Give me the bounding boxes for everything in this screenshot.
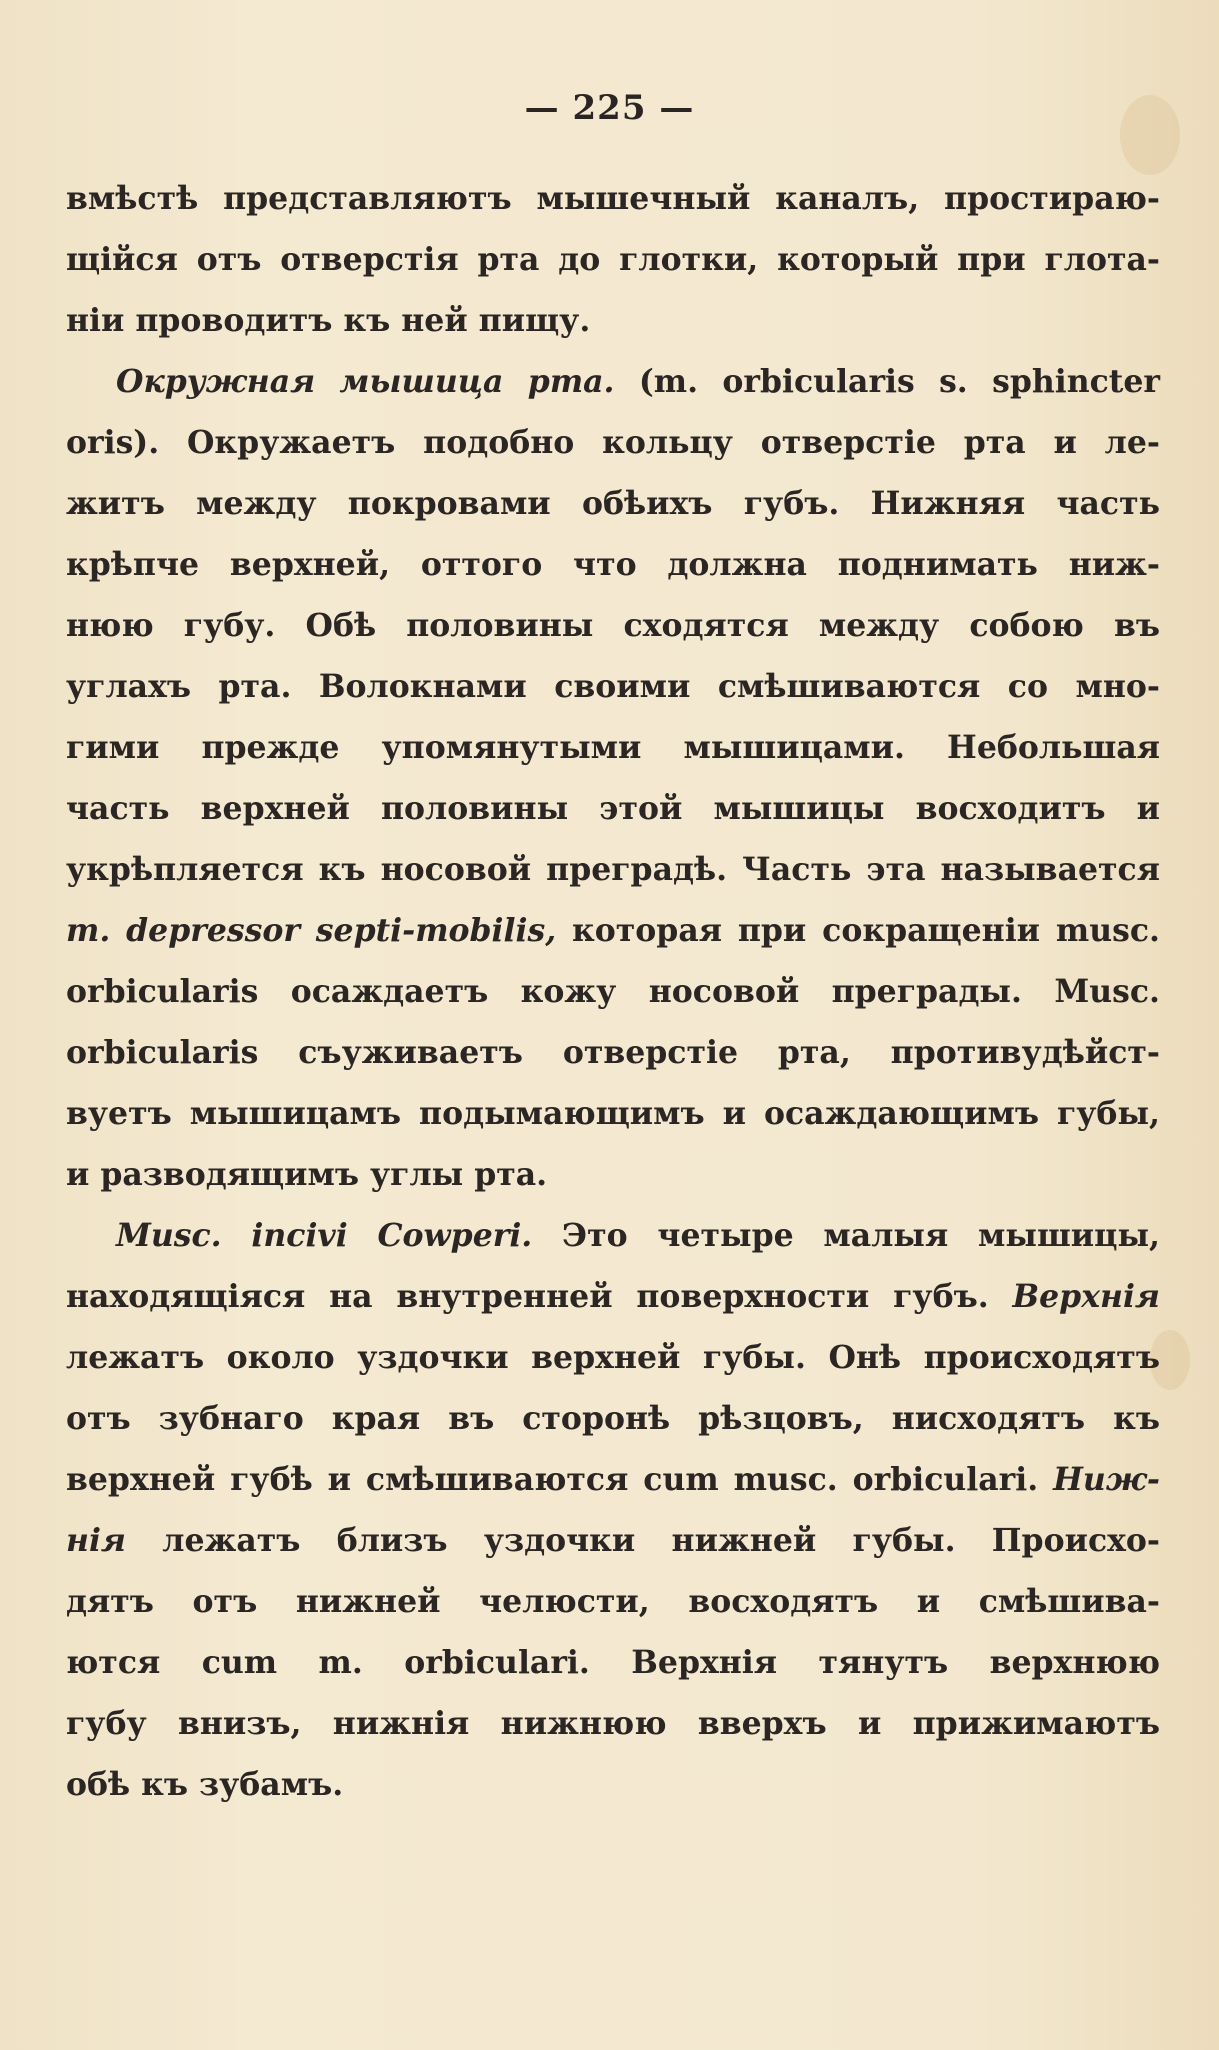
text-run: лежатъ около уздочки верхней губы. Онѣ происходятъ xyxy=(66,1339,1160,1376)
text-line xyxy=(66,1144,1160,1205)
italic-term: нія xyxy=(66,1522,127,1559)
text-run: верхней губѣ и смѣшиваются cum musc. orbiculari. xyxy=(66,1461,1054,1498)
text-line xyxy=(66,290,1160,351)
text-line xyxy=(66,1754,1160,1815)
text-line xyxy=(66,1205,1160,1266)
body-text xyxy=(66,168,1160,1815)
text-run: находящіяся на внутренней поверхности губъ. xyxy=(66,1278,1013,1315)
text-line xyxy=(66,534,1160,595)
text-line xyxy=(66,168,1160,229)
text-run: Это четыре малыя мышицы, xyxy=(532,1217,1160,1254)
text-line xyxy=(66,1632,1160,1693)
text-line xyxy=(66,412,1160,473)
italic-term: Окружная мышица рта. xyxy=(116,363,615,400)
text-run: крѣпче верхней, оттого что должна поднимать ниж- xyxy=(66,546,1160,583)
text-run: углахъ рта. Волокнами своими смѣшиваются со мно- xyxy=(66,668,1160,705)
text-run: гими прежде упомянутыми мышицами. Небольшая xyxy=(66,729,1160,766)
text-run: вуетъ мышицамъ подымающимъ и осаждающимъ губы, xyxy=(66,1095,1160,1132)
text-run: обѣ къ зубамъ. xyxy=(66,1766,344,1803)
italic-term: Musc. incivi Cowperi. xyxy=(116,1217,533,1254)
text-line xyxy=(66,595,1160,656)
text-line xyxy=(66,351,1160,412)
text-line xyxy=(66,1388,1160,1449)
paragraph-p2 xyxy=(66,351,1160,1205)
text-run: oris). Окружаетъ подобно кольцу отверстіе рта и ле- xyxy=(66,424,1160,461)
text-run: щійся отъ отверстія рта до глотки, который при глота- xyxy=(66,241,1160,278)
text-run: губу внизъ, нижнія нижнюю вверхъ и прижимаютъ xyxy=(66,1705,1160,1742)
text-line xyxy=(66,656,1160,717)
text-run: житъ между покровами обѣихъ губъ. Нижняя часть xyxy=(66,485,1160,522)
text-line xyxy=(66,900,1160,961)
text-run: которая при сокращеніи musc. xyxy=(556,912,1160,949)
text-run: ются cum m. orbiculari. Верхнія тянутъ верхнюю xyxy=(66,1644,1160,1681)
text-run: ніи проводитъ къ ней пищу. xyxy=(66,302,591,339)
text-line xyxy=(66,473,1160,534)
text-line xyxy=(66,1266,1160,1327)
text-run: укрѣпляется къ носовой преградѣ. Часть эта называется xyxy=(66,851,1160,888)
paragraph-p1 xyxy=(66,168,1160,351)
text-run: orbicularis съуживаетъ отверстіе рта, противудѣйст- xyxy=(66,1034,1160,1071)
text-line xyxy=(66,229,1160,290)
text-line xyxy=(66,1510,1160,1571)
text-run: вмѣстѣ представляютъ мышечный каналъ, простираю- xyxy=(66,180,1160,217)
text-run: отъ зубнаго края въ сторонѣ рѣзцовъ, нисходятъ къ xyxy=(66,1400,1160,1437)
italic-term: m. depressor septi-mobilis, xyxy=(66,912,557,949)
text-line xyxy=(66,1449,1160,1510)
text-run: orbicularis осаждаетъ кожу носовой преграды. Musc. xyxy=(66,973,1160,1010)
text-run: часть верхней половины этой мышицы восходитъ и xyxy=(66,790,1160,827)
text-run: нюю губу. Обѣ половины сходятся между собою въ xyxy=(66,607,1160,644)
text-line xyxy=(66,778,1160,839)
text-line xyxy=(66,961,1160,1022)
text-line xyxy=(66,1083,1160,1144)
text-line xyxy=(66,1022,1160,1083)
text-run: лежатъ близъ уздочки нижней губы. Происхо- xyxy=(126,1522,1160,1559)
page-number: — 225 — xyxy=(524,88,695,128)
italic-term: Верхнія xyxy=(1012,1278,1160,1315)
text-line xyxy=(66,839,1160,900)
italic-term: Ниж- xyxy=(1053,1461,1160,1498)
text-run: (m. orbicularis s. sphincter xyxy=(614,363,1160,400)
text-run: и разводящимъ углы рта. xyxy=(66,1156,548,1193)
text-line xyxy=(66,1693,1160,1754)
text-line xyxy=(66,717,1160,778)
text-line xyxy=(66,1571,1160,1632)
text-run: дятъ отъ нижней челюсти, восходятъ и смѣшива- xyxy=(66,1583,1160,1620)
paragraph-p3 xyxy=(66,1205,1160,1815)
text-line xyxy=(66,1327,1160,1388)
